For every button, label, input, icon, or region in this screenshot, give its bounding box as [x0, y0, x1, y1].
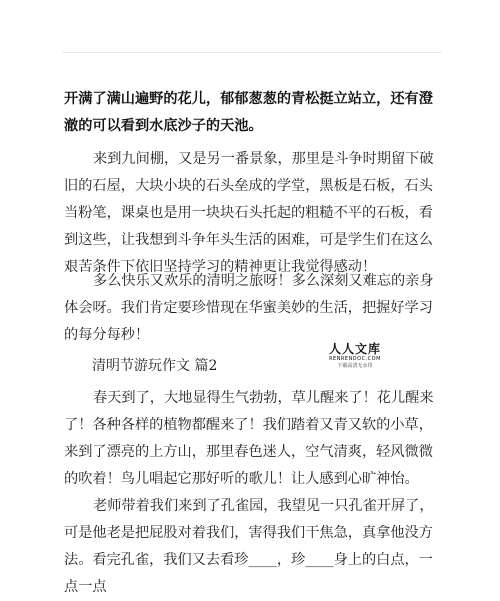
section-heading: 清明节游玩作文 篇2	[92, 358, 218, 374]
paragraph-4: 春天到了，大地显得生气勃勃，草儿醒来了！花儿醒来了！各种各样的植物都醒来了！我们踏着又青又软的小草，来到了漂亮的上方山，那里春色迷人，空气清爽，轻风微微的吹着！鸟儿唱起它那好听的歌儿！让人感到心旷神怡。	[64, 390, 434, 487]
watermark-tagline: 下载高清无水印	[337, 363, 373, 369]
paragraph-2: 来到九间棚，又是另一番景象，那里是斗争时期留下破旧的石屋，大块小块的石头垒成的学堂，黑板是石板，石头当粉笔，课桌也是用一块块石头托起的粗糙不平的石板，看到这些，让我想到斗争年头生活的困难，可是学生们在这么艰苦条件下依旧坚持学习的精神更让我觉得感动！	[64, 151, 434, 275]
top-divider	[62, 52, 442, 53]
paragraph-1: 开满了满山遍野的花儿，郁郁葱葱的青松挺立站立，还有澄澈的可以看到水底沙子的天池。	[64, 91, 433, 134]
watermark-title: 人人文库	[328, 342, 381, 356]
paragraph-5: 老师带着我们来到了孔雀园，我望见一只孔雀开屏了，可是他老是把屁股对着我们，害得我们干焦急，真拿他没方法。看完孔雀，我们又去看珍____，珍____身上的白点，一点一点	[64, 498, 434, 595]
watermark-logo	[320, 342, 390, 369]
paragraph-3: 多么快乐又欢乐的清明之旅呀！多么深刻又难忘的亲身体会呀。我们肯定要珍惜现在华蜜美妙的生活，把握好学习的每分每秒！	[64, 273, 434, 343]
watermark-url: RENRENDOC.COM	[329, 356, 381, 362]
